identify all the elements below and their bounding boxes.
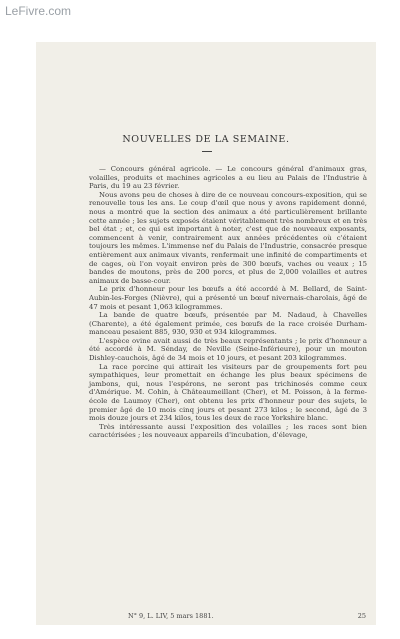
page-number: 25 [357, 612, 366, 620]
watermark: LeFivre.com [5, 4, 72, 18]
paragraph: Nous avons peu de choses à dire de ce nouveau concours-exposition, qui se renouvelle tous les ans. Le coup d'œil que nous y avons rapidement donné, nous a montré que la section des animaux a été particulièrement brillante cette année ; les sujets exposés étaient véritablement très nombreux et en très bel état ; et, ce qui est important à noter, c'est que de nouveaux exposants, commencent à venir, contrairement aux années précédentes où c'étaient toujours les mêmes. L'immense nef du Palais de l'Industrie, consacrée presque entièrement aux animaux vivants, renfermait une infinité de compartiments et de cages, où l'on voyait environ près de 300 bœufs, vaches ou veaux ; 15 bandes de moutons, près de 200 porcs, et plus de 2,000 volailles et autres animaux de basse-cour. [89, 190, 367, 285]
paragraph: La race porcine qui attirait les visiteurs par de groupements fort peu sympathiques, leur promettait en échange les plus beaux spécimens de jambons, qui, nous l'espérons, ne seront pas trichinosés comme ceux d'Amérique. M. Cohin, à Châteaumeillant (Cher), et M. Poisson, à la ferme-école de Laumoy (Cher), ont obtenu les prix d'honneur pour des sujets, le premier âgé de 10 mois cinq jours et pesant 273 kilos ; le second, âgé de 3 mois douze jours et 234 kilos, tous les deux de race Yorkshire blanc. [89, 362, 367, 423]
paragraph: L'espèce ovine avait aussi de très beaux représentants ; le prix d'honneur a été accordé à M. Sénday, de Neville (Seine-Inférieure), pour un mouton Dishley-cauchois, âgé de 34 mois et 10 jours, et pesant 203 kilogrammes. [89, 336, 367, 363]
paragraph: La bande de quatre bœufs, présentée par M. Nadaud, à Chavelles (Charente), a été également primée, ces bœufs de la race croisée Durham-manceau pesaient 885, 930, 930 et 934 kilogrammes. [89, 311, 367, 337]
paragraph: Le prix d'honneur pour les bœufs a été accordé à M. Bellard, de Saint-Aubin-les-Forges (Nièvre), qui a présenté un bœuf nivernais-charolais, âgé de 47 mois et pesant 1,063 kilogrammes. [89, 285, 367, 311]
paragraph: Très intéressante aussi l'exposition des volailles ; les races sont bien caractérisées ; les nouveaux appareils d'incubation, d'élevage, [89, 422, 367, 440]
scanned-page [36, 42, 376, 625]
title-divider [202, 151, 212, 152]
page-title: NOUVELLES DE LA SEMAINE. [122, 134, 290, 145]
article-body [89, 165, 367, 440]
paragraph: — Concours général agricole. — Le concours général d'animaux gras, volailles, produits et machines agricoles a eu lieu au Palais de l'Industrie à Paris, du 19 au 23 février. [89, 165, 367, 191]
issue-info: N° 9, L. LIV, 5 mars 1881. [128, 612, 214, 620]
